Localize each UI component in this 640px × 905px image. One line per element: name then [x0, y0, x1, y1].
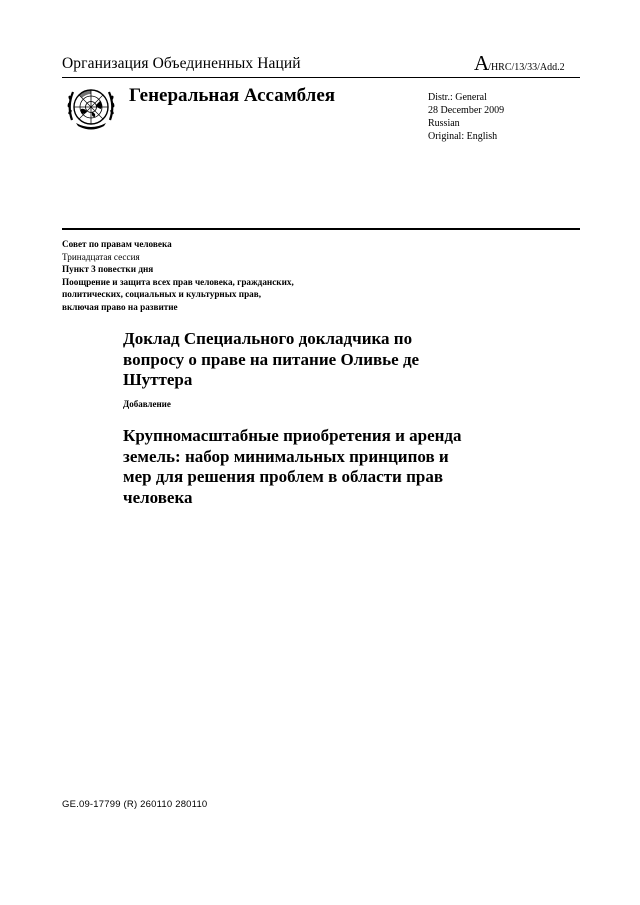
document-symbol: [474, 51, 565, 75]
un-emblem-icon: [64, 82, 118, 134]
document-date: 28 December 2009: [428, 105, 505, 116]
session-name: Тринадцатая сессия: [62, 251, 140, 262]
symbol-prefix: A: [474, 51, 489, 75]
document-job-number: GE.09-17799 (R) 260110 280110: [62, 799, 208, 810]
document-language: Russian: [428, 118, 460, 129]
agenda-title-line: Поощрение и защита всех прав человека, гражданских,: [62, 276, 294, 287]
addendum-label: Добавление: [123, 399, 171, 409]
report-title-line: Шуттера: [123, 370, 193, 389]
council-name: Совет по правам человека: [62, 239, 172, 249]
agenda-title-line: политических, социальных и культурных прав,: [62, 289, 262, 300]
agenda-title-line: включая право на развитие: [62, 301, 178, 312]
header-thick-rule: [62, 228, 580, 230]
report-title: [123, 329, 523, 391]
report-title-line: вопросу о праве на питание Оливье де: [123, 349, 420, 369]
report-subtitle-line: Крупномасштабные приобретения и аренда: [123, 426, 462, 445]
report-subtitle-line: мер для решения проблем в области прав: [123, 467, 444, 486]
header-rule: [62, 77, 580, 78]
symbol-number: /HRC/13/33/Add.2: [488, 62, 565, 73]
agenda-item: Пункт 3 повестки дня: [62, 264, 154, 275]
report-subtitle: [123, 426, 523, 508]
distribution-type: Distr.: General: [428, 92, 487, 103]
distribution-block: [428, 91, 504, 143]
report-subtitle-line: человека: [123, 487, 193, 507]
general-assembly-title: Генеральная Ассамблея: [129, 85, 336, 106]
report-subtitle-line: земель: набор минимальных принципов и: [123, 446, 449, 466]
original-language: Original: English: [428, 131, 498, 142]
report-title-line: Доклад Специального докладчика по: [123, 329, 413, 348]
council-block: [62, 238, 392, 314]
organization-name: Организация Объединенных Наций: [62, 55, 301, 72]
